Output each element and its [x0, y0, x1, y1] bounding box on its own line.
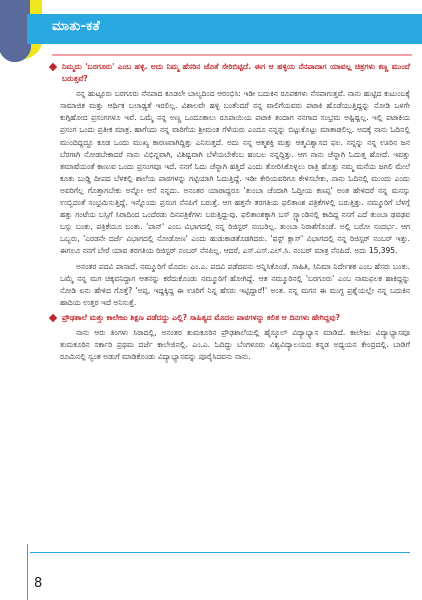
- question-2: ಪ್ರೌಢಶಾಲೆ ಮತ್ತು ಕಾಲೇಜು ಶಿಕ್ಷಣ ಪಡೆದದ್ದು ಎಲ್ಲಿ? ಸಾಹಿತ್ಯದ ಮೊದಲ ಪಾಠಗಳನ್ನು ಕಲಿತ ಆ ದಿನಗಳು ಹೇಗಿದ್ದವು?: [60, 312, 410, 324]
- answer-paragraph-2: ಅನಂತರ ಪದವಿ ಪಾಸಾದೆ. ನಮ್ಮೂರಿಗೆ ಮೊದಲ ಎಂ.ಎ. ಪದವಿ ಪಡೆದವನು ಅನ್ನಿಸಿಕೊಂಡೆ. ಸಾಹಿತಿ, ಸಿನಿಮಾ ನಿರ್ದೇಶಕ ಎಂಬ ಹೆಸರು ಬಂತು. ಒಮ್ಮೆ ನನ್ನ ಮಗ ಚಿಕ್ಕವನಿದ್ದಾಗ ಆತನನ್ನು ಕರೆದುಕೊಂಡು ನಮ್ಮೂರಿಗೆ ಹೋಗಿದ್ದೆ. ಆತ ನಮ್ಮೂರಿನಲ್ಲಿ 'ಬರಗೂರು' ಎಂಬ ನಾಮಫಲಕ ಹಾಕಿದ್ದನ್ನು ನೋಡಿ ಏನು ಹೇಳಿದ ಗೊತ್ತೆ? 'ಅಪ್ಪ, ಇದ್ದಕ್ಕಿದ್ದ ಈ ಊರಿಗೆ ನಿನ್ನ ಹೆಸರು ಇಟ್ಟಿದ್ದಾರೆ!' ಅಂತ. ನನ್ನ ಮಗನ ಈ ಮುಗ್ಧ ಪ್ರಶ್ನೆಯಲ್ಲೇ ನನ್ನ ಬದುಕಿನ ಹಾದಿಯ ಉತ್ತರ ಇದೆ ಅನಿಸುತ್ತೆ.: [60, 261, 410, 307]
- answer-paragraph-1: ನನ್ನ ಹುಟ್ಟೂರು ಬರಗೂರು ನೆನಪಾದ ಕೂಡಲೇ ಬಾಲ್ಯದಿಂದ ಆರಂಭಿಸಿ: ಇಡೀ ಬದುಕಿನ ರೂಪಕಗಳು ನೆನಪಾಗುತ್ತವೆ. ನಾನು ಹುಟ್ಟಿದ ಕುಟುಂಬಕ್ಕೆ ಸಾಮಾಜಿಕ ಮತ್ತು ಆರ್ಥಿಕ ಬಲಾಢ್ಯತೆ ಇರಲಿಲ್ಲ. ವಿಶಾಲವೇ ಹಳ್ಳಿ ಬಂತೆಂದರೆ ನನ್ನ ವಾಲಿಗೆಯವರು ಪಟಾಕಿ ಹೊಡೆಯುತ್ತಿದ್ದನ್ನು ನೋಡಿ ಒಳಗೇ ಕುಗ್ಗಿಹೋದ ಪ್ರಸಂಗಗಳೂ ಇವೆ. ಒಮ್ಮೆ ನನ್ನ ಅಣ್ಣ ಒಂದೂಕಾಲು ರೂಪಾಯಿಯ ಪಟಾಕಿ ತಂದಾಗ ನನಗಾದ ಸಂಭ್ರಮ ಅಷ್ಟಿಷ್ಟಲ್ಲ. ಇಲ್ಲಿ ಪಟಾಕಿಯ ಪ್ರಸಂಗ ಒಂದು ಪ್ರತೀಕ ಮಾತ್ರ. ಹಾಗೆಂದು ನನ್ನ ವಾರಿಗೆಯ ಶ್ರೀಮಂತ ಗೆಳೆಯರು ಎಂದೂ ನನ್ನನ್ನು ಬಿಟ್ಟುಕೊಟ್ಟು ಮಾತಾಡಲಿಲ್ಲ. ಅದಕ್ಕೆ ನಾನು ಓದಿನಲ್ಲಿ ಮುಂದಿದ್ದದ್ದೂ ಕೂಡ ಒಂದು ಮುಖ್ಯ ಕಾರಣವಾಗಿದ್ದಿತ್ತು ಎನಿಸುತ್ತದೆ. ಅದು ನನ್ನ ಆತ್ಮಶಕ್ತಿ ಮತ್ತು ಆತ್ಮವಿಶ್ವಾಸದ ಫಲ. ನನ್ನನ್ನು ನನ್ನ ಊರಿನ ಜನ ಬೆರಗಾಗಿ ನೋಡಬೇಕಾದರೆ ನಾನು ವಿಭಿನ್ನವಾಗಿ, ವಿಶಿಷ್ಟವಾಗಿ ಬೆಳೆಯಬೇಕೆಂಬ ಹಂಬಲ ನನ್ನದ್ದಿತ್ತು. ಆಗ ನಾನು ಚೆನ್ನಾಗಿ ಓದುತ್ತ ಹೋದೆ. ಇವತ್ತು ತಮಾಷೆಯಂತೆ ಕಾಣುವ ಒಂದು ಪ್ರಸಂಗವೂ ಇದೆ. ನನಗೆ ಓದು ಚೆನ್ನಾಗಿ ಹತ್ತಿದೆ ಎಂದು ತೋರಿಸಿಕೊಳ್ಳಲು ರಾತ್ರಿ ಹೊತ್ತು ನಮ್ಮ ಮನೆಯ ಜಗಲಿ ಮೇಲೆ ಕೂತು ಬುಡ್ಡಿ ದೀಪದ ಬೆಳಕಲ್ಲಿ ಶಾಲೆಯ ಪಾಠಗಳನ್ನು ಗಟ್ಟಿಯಾಗಿ ಓದುತ್ತಿದ್ದೆ. ಇಡೀ ಕೇರಿಯವರಿಗೂ ಕೇಳಿಸಬೇಕು, ನಾನು ಓದಿನಲ್ಲಿ ಮುಂದು ಎಂದು ಅವರಿಗೆಲ್ಲ ಗೊತ್ತಾಗಬೇಕು ಅನ್ನೋ ಆಸೆ ನನ್ನದು. ಅನಂತರ ಯಾರಾದ್ದರೂ 'ತುಂಬಾ ಚೆಂದಾಗಿ ಓದ್ತೀಯ ಕಣಪ್ಪ' ಅಂತ ಹೇಳಿದರೆ ನನ್ನ ಮನಸ್ಸು ಉಬ್ಬಿದಂತೆ ಸಂಭ್ರಮಿಸುತ್ತಿದ್ದೆ. ಇನ್ನೊಂದು ಪ್ರಸಂಗ ನೆನಪಿಗೆ ಬರುತ್ತೆ. ಆಗ ಹತ್ತನೇ ತರಗತಿಯ ಫಲಿತಾಂಶ ಪತ್ರಿಕೆಗಳಲ್ಲಿ ಬರುತ್ತಿತ್ತು. ನಮ್ಮೂರಿಗೆ ಬೆಳಗ್ಗೆ ಹತ್ತು ಗಂಟೆಯ ಬಸ್ಸಿಗೆ ಸಿರಾದಿಂದ ಒಂದೆರಡು ದಿನಪತ್ರಿಕೆಗಳು ಬರುತ್ತಿದ್ದುವು. ಫಲಿತಾಂಶಕ್ಕಾಗಿ ಬಸ್ ಸ್ಟ್ಯಾಂಡಿನಲ್ಲಿ ಕಾದಿದ್ದ ನನಗೆ ಎದೆ ತುಂಬಾ ಢವಢವ ಬಸ್ಸು ಬಂತು, ಪತ್ರಿಕೆಯೂ ಬಂತು. 'ಪಾಸ್' ಎಂಬ ವಿಭಾಗದಲ್ಲಿ ನನ್ನ ರಿಜಿಸ್ಟರ್ ನಂಬರಿಲ್ಲ. ತುಂಬಾ ನಿರಾಶೆಗೊಂಡೆ. ಅಲ್ಲಿ ಬರೋ ಸಂದರ್ಭ. ಆಗ ಒಬ್ಬರು, 'ಎರಡನೇ ದರ್ಜೆ ವಿಭಾಗದಲ್ಲಿ ನೋಡೋಣ' ಎಂದು ಹುಡುಕಾಡತೊಡಗಿದರು. 'ಫಸ್ಟ್ ಕ್ಲಾಸ್' ವಿಭಾಗದಲ್ಲಿ ನನ್ನ ರಿಜಿಸ್ಟರ್ ನಂಬರ್ ಇತ್ತು. ಈಗಲೂ ನನಗೆ ಬೇರೆ ಯಾವ ತರಗತಿಯ ರಿಜಿಸ್ಟರ್ ನಂಬರ್ ನೆನಪಿಲ್ಲ. ಆದರೆ, ಎಸ್.ಎಸ್.ಎಲ್.ಸಿ. ನಂಬರ್ ಮಾತ್ರ ನೆನಪಿದೆ. ಅದು 15,395.: [60, 89, 410, 256]
- answer-paragraph-3: ನಾನು ಆರು ತಿಂಗಳು ಸಿರಾದಲ್ಲಿ, ಅನಂತರ ತುಮಕೂರಿನ ಪ್ರೌಢಶಾಲೆಯಲ್ಲಿ ಹೈಸ್ಕೂಲ್ ವಿದ್ಯಾಭ್ಯಾಸ ಮಾಡಿದೆ. ಕಾಲೇಜು ವಿದ್ಯಾಭ್ಯಾಸವೂ ತುಮಕೂರಿನ ಸರ್ಕಾರಿ ಪ್ರಥಮ ದರ್ಜೆ ಕಾಲೇಜಿನಲ್ಲಿ. ಎಂ.ಎ. ಓದಿದ್ದು ಬೆಂಗಳೂರು ವಿಶ್ವವಿದ್ಯಾಲಯದ ಕನ್ನಡ ಅಧ್ಯಯನ ಕೇಂದ್ರದಲ್ಲಿ. ಬಾಡಿಗೆ ರೂಮಿನಲ್ಲಿ ಸ್ವಂತ ಅಡುಗೆ ಮಾಡಿಕೊಂಡು ವಿದ್ಯಾಭ್ಯಾಸವನ್ನು ಪೂರೈಸಿದವನು ನಾನು.: [60, 327, 410, 362]
- diamond-bullet-icon: [49, 63, 57, 71]
- section-title: ಮಾತು-ಕತೆ: [52, 19, 101, 34]
- page-number: 8: [34, 576, 43, 591]
- diamond-bullet-icon: [49, 314, 57, 322]
- header-rule: [52, 54, 412, 56]
- footer-divider: [27, 544, 28, 600]
- question-1: ನಿಮ್ಮದು 'ಬರಗೂರು' ಎಂಬ ಹಳ್ಳಿ. ಅದು ನಿಮ್ಮ ಹೆಸರಿನ ಜೊತೆ ಸೇರಿಬಿಟ್ಟಿದೆ. ಈಗ ಆ ಹಳ್ಳಿಯ ನೆನಪಾದಾಗ ಯಾವಲ್ಲ ಚಿತ್ರಗಳು ಕಣ್ಣ ಮುಂದೆ ಬರುತ್ತವೆ?: [60, 61, 410, 85]
- footer-rule: [30, 552, 410, 553]
- article-body: [60, 61, 410, 363]
